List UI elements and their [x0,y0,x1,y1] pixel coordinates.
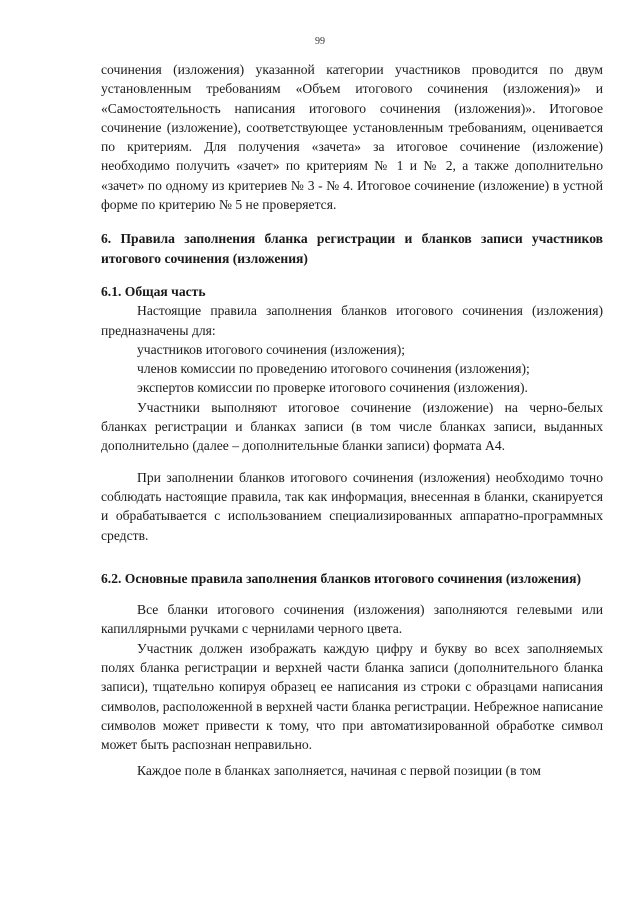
section-6-2-paragraph: Все бланки итогового сочинения (изложения) заполняются гелевыми или капиллярными ручками с чернилами черного цвета. [101,602,603,637]
list-item: участников итогового сочинения (изложения); [137,341,406,357]
section-6-1-heading: 6.1. Общая часть [101,283,206,299]
list-item: членов комиссии по проведению итогового сочинения (изложения); [137,361,530,377]
intro-paragraph: сочинения (изложения) указанной категории участников проводится по двум установленным требованиям «Объем итогового сочинения (изложения)» и «Самостоятельность написания итогового сочинения (изложения)». Итоговое сочинение (изложение), соответствующее установленным требованиям, оценивается по критериям. Для получения «зачета» за итоговое сочинение (изложение) необходимо получить «зачет» по критериям № 1 и № 2, а также дополнительно «зачет» по одному из критериев № 3 - № 4. Итоговое сочинение (изложение) в устной форме по критерию № 5 не проверяется. [101,62,603,213]
section-6-1-paragraph: Участники выполняют итоговое сочинение (изложение) на черно-белых бланках регистрации и бланках записи (в том числе бланках записи, выданных дополнительно (далее – дополнительные бланки записи) формата А4. [101,399,603,454]
section-6-2-paragraph: Участник должен изображать каждую цифру и букву во всех заполняемых полях бланка регистрации и верхней части бланка записи (дополнительного бланка записи), тщательно копируя образец ее написания из строки с образцами написания символов, расположенной в верхней части бланка регистрации. Небрежное написание символов может привести к тому, что при автоматизированной обработке символ может быть распознан неправильно. [101,640,603,753]
page-content [101,60,603,780]
page-number: 99 [315,36,325,47]
section-6-heading: 6. Правила заполнения бланка регистрации и бланков записи участников итогового сочинения (изложения) [101,231,603,266]
list-item: экспертов комиссии по проверке итогового сочинения (изложения). [137,380,528,396]
section-6-2-paragraph: Каждое поле в бланках заполняется, начиная с первой позиции (в том [137,762,541,778]
section-6-1-paragraph: При заполнении бланков итогового сочинения (изложения) необходимо точно соблюдать настоящие правила, так как информация, внесенная в бланки, сканируется и обрабатывается с использованием специализированных аппаратно-программных средств. [101,469,603,543]
section-6-2-heading: 6.2. Основные правила заполнения бланков итогового сочинения (изложения) [101,570,582,586]
section-6-1-paragraph: Настоящие правила заполнения бланков итогового сочинения (изложения) предназначены для: [101,303,603,338]
